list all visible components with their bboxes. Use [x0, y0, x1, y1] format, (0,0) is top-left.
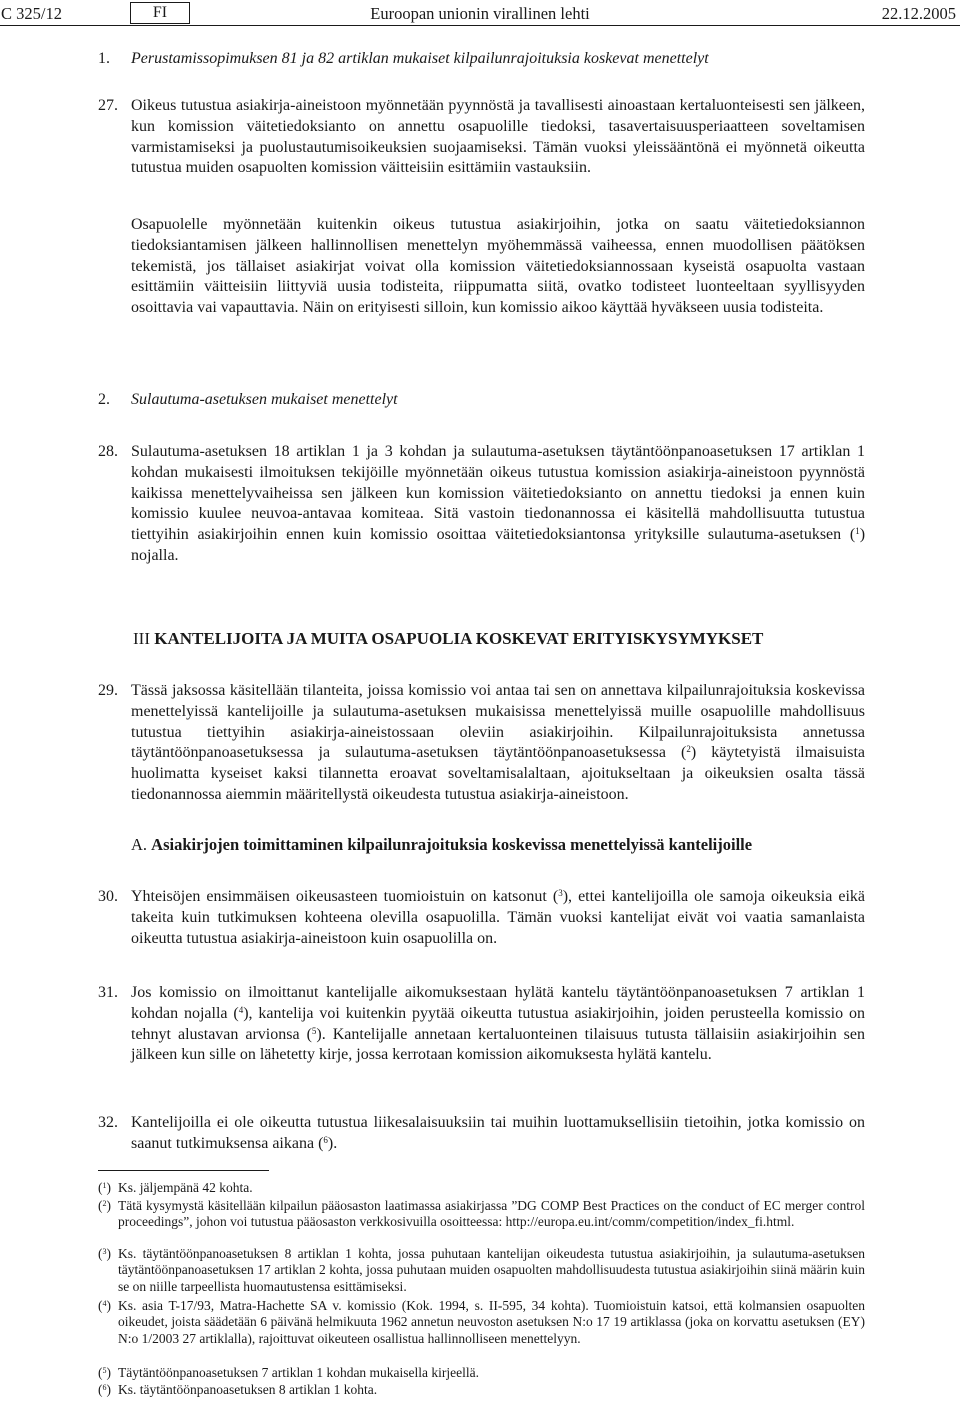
- footnote-ref[interactable]: 1: [855, 526, 860, 537]
- paragraph-number: 31.: [98, 984, 118, 1001]
- paragraph-text: Tässä jaksossa käsitellään tilanteita, joissa komissio voi antaa tai sen on annettava kilpailunrajoituksia koskevissa menettelyissä kantelijoille ja sulautuma-asetuksen mukaisissa menettelyissä muille osapuolille mahdollisuus tutustua tiettyihin asiakirja-aineistossaan oleviin asiakirjoihin. Kilpailunrajoituksista annetussa täytäntöönpanoasetuksessa ja sulautuma-asetuksen täytäntöönpanoasetuksessa ($^2$) käytetyistä ilmaisuista huolimatta kyseiset kaksi tilannetta eroavat soveltamisalaltaan, ajoitukseltaan ja oikeuksien osalta tässä tiedonannossa aiemmin määritellystä oikeudesta tutustua asiakirja-aineistoon.: [131, 682, 865, 803]
- journal-reference: C 325/12: [1, 4, 62, 23]
- section-number: 1.: [98, 50, 110, 67]
- header-rule: [0, 25, 960, 26]
- paragraph-number: 28.: [98, 443, 118, 460]
- paragraph-number: 30.: [98, 888, 118, 905]
- footnote-ref[interactable]: 6: [323, 1134, 328, 1145]
- paragraph-31: [98, 983, 865, 1066]
- paragraph-number: 27.: [98, 97, 118, 114]
- footnote-ref[interactable]: 5: [311, 1025, 317, 1036]
- publication-date: 22.12.2005: [881, 4, 956, 23]
- footnote-marker: ($^3$): [98, 1246, 111, 1261]
- paragraph-number: 32.: [98, 1114, 118, 1131]
- paragraph-text: Oikeus tutustua asiakirja-aineistoon myönnetään pyynnöstä ja tavallisesti ainoastaan kertaluonteisesti sen jälkeen, kun komission väitetiedoksianto on annettu osapuolille tiedoksi, tasavertaisuusperiaatteen soveltamisen varmistamiseksi ja puolustautumisoikeuksien suojaamiseksi. Tämän vuoksi yleissääntönä ei myönnetä oikeutta tutustua muiden osapuolten komission väitteisiin esittämiin vastauksiin.: [131, 97, 865, 177]
- journal-title: Euroopan unionin virallinen lehti: [370, 4, 590, 23]
- footnote-6: [98, 1382, 865, 1398]
- part-title: KANTELIJOITA JA MUITA OSAPUOLIA KOSKEVAT ERITYISKYSYMYKSET: [154, 629, 764, 648]
- section-heading-a: [131, 834, 752, 856]
- language-box: FI: [130, 2, 190, 24]
- footnote-1: [98, 1180, 865, 1196]
- paragraph-text: Kantelijoilla ei ole oikeutta tutustua liikesalaisuuksiin tai muihin luottamuksellisiin tietoihin, jotka komissio on saanut tutkimuksensa aikana ($^6$).: [131, 1114, 865, 1152]
- footnote-marker: ($^5$): [98, 1365, 111, 1380]
- footnote-5: [98, 1365, 865, 1381]
- section-title: Sulautuma-asetuksen mukaiset menettelyt: [131, 391, 398, 408]
- part-roman: III: [133, 629, 150, 648]
- paragraph-text: Jos komissio on ilmoittanut kantelijalle aikomuksestaan hylätä kantelu täytäntöönpanoasetuksen 7 artiklan 1 kohdan nojalla ($^4$), kantelija voi kuitenkin pyytää oikeutta tutustua asiakirjoihin, joiden perusteella komissio on tehnyt alustavan arvionsa ($^5$). Kantelijalle annetaan kertaluonteinen tilaisuus tutusta tällaisiin asiakirjoihin sen jälkeen kun sille on lähetetty kirje, jossa kerrotaan komission aikomuksesta hylätä kantelu.: [131, 984, 866, 1064]
- section-number: 2.: [98, 391, 110, 408]
- part-heading: [133, 628, 763, 650]
- footnote-text: Ks. jäljempänä 42 kohta.: [118, 1180, 253, 1195]
- footnote-rule: [98, 1170, 269, 1171]
- section-heading-1: [98, 49, 865, 70]
- section-heading-2: [98, 390, 865, 411]
- footnote-4: [98, 1298, 865, 1347]
- footnote-marker: ($^1$): [98, 1180, 111, 1195]
- section-title: Perustamissopimuksen 81 ja 82 artiklan mukaiset kilpailunrajoituksia koskevat menettelyt: [131, 50, 709, 67]
- section-letter: A.: [131, 835, 148, 854]
- footnote-text: Ks. asia T-17/93, Matra-Hachette SA v. komissio (Kok. 1994, s. II-595, 34 kohta). Tuomioistuin katsoi, että kolmansien osapuolten oikeudet, joista säädetään 6 päivänä helmikuuta 1962 annetun neuvoston asetuksen N:o 17 19 artiklassa (joka on korvattu asetuksen (EY) N:o 1/2003 27 artiklalla), rajoittuvat oikeuteen osallistua hallinnolliseen menettelyyn.: [118, 1298, 865, 1346]
- paragraph-30: [98, 887, 865, 949]
- paragraph-text: Sulautuma-asetuksen 18 artiklan 1 ja 3 kohdan ja sulautuma-asetuksen täytäntöönpanoasetuksen 17 artiklan 1 kohdan mukaisesti ilmoituksen tekijöille myönnetään oikeus tutustua komission asiakirja-aineistoon pyynnöstä kaikissa menettelyvaiheissa sen jälkeen kun komission väitetiedoksianto on annettu tiedoksi ja ennen kuin komissio kuulee neuvoa-antavaa komiteaa. Sitä vastoin tiedonannossa ei käsitellä mahdollisuutta tutustua tiettyihin asiakirjoihin ennen kuin komissio osoittaa väitetiedoksiantonsa yrityksille sulautuma-asetuksen ($^1$) nojalla.: [131, 443, 866, 564]
- footnote-ref[interactable]: 2: [686, 744, 691, 755]
- footnote-3: [98, 1246, 865, 1295]
- footnote-text: Täytäntöönpanoasetuksen 7 artiklan 1 kohdan mukaisella kirjeellä.: [118, 1365, 480, 1380]
- footnote-marker: ($^2$): [98, 1198, 111, 1213]
- footnote-ref[interactable]: 3: [558, 888, 563, 898]
- section-title: Asiakirjojen toimittaminen kilpailunrajoituksia koskevissa menettelyissä kantelijoille: [151, 835, 753, 854]
- paragraph-number: 29.: [98, 682, 118, 699]
- footnote-ref[interactable]: 4: [238, 1004, 244, 1015]
- paragraph-27-continued: Osapuolelle myönnetään kuitenkin oikeus tutustua asiakirjoihin, jotka on saatu väitetiedoksiannon tiedoksiantamisen jälkeen hallinnollisen menettelyn myöhemmässä vaiheessa, ennen muodollisen päätöksen tekemistä, jos tällaiset asiakirjat voivat olla komission väitetiedoksiannossaan kyseistä osapuolta vastaan esittämiin väitteisiin liittyviä uusia todisteita, riippumatta siitä, ovatko todisteet luonteeltaan syyllisyyden osoittavia vai vapauttavia. Näin on erityisesti silloin, kun komissio aikoo käyttää hyväkseen uusia todisteita.: [131, 216, 865, 317]
- footnote-text: Ks. täytäntöönpanoasetuksen 8 artiklan 1 kohta, jossa puhutaan kantelijan oikeudesta tutustua asiakirjoihin, ja sulautuma-asetuksen täytäntöönpanoasetuksen 17 artiklan 2 kohta, jossa puhutaan muiden osapuolten mahdollisuudesta tutustua asiakirjoihin siinä määrin kuin se on niille tarpeellista huomautustensa esittämiseksi.: [118, 1246, 865, 1294]
- paragraph-29: [98, 681, 865, 806]
- paragraph-text: Yhteisöjen ensimmäisen oikeusasteen tuomioistuin on katsonut ($^3$), ettei kantelijoilla ole samoja oikeuksia eikä takeita kuin tutkimuksen kohteena olevilla osapuolilla. Tämän vuoksi kantelijat eivät voi vaatia samanlaista oikeutta tutustua asiakirja-aineistoon kuin osapuolilla on.: [131, 888, 866, 947]
- footnote-marker: ($^6$): [98, 1382, 111, 1397]
- footnote-text: Tätä kysymystä käsitellään kilpailun pääosaston laatimassa asiakirjassa ”DG COMP Best Practices on the conduct of EC merger control proceedings”, johon voi tutustua pääosaston verkkosivuilla osoitteessa: http://europa.eu.int/comm/competition/index_fi.html.: [118, 1198, 865, 1230]
- footnote-2: [98, 1198, 865, 1231]
- footnote-marker: ($^4$): [98, 1298, 111, 1313]
- paragraph-32: [98, 1113, 865, 1155]
- paragraph-28: [98, 442, 865, 567]
- paragraph-27: [98, 96, 865, 179]
- footnote-text: Ks. täytäntöönpanoasetuksen 8 artiklan 1 kohta.: [118, 1382, 378, 1397]
